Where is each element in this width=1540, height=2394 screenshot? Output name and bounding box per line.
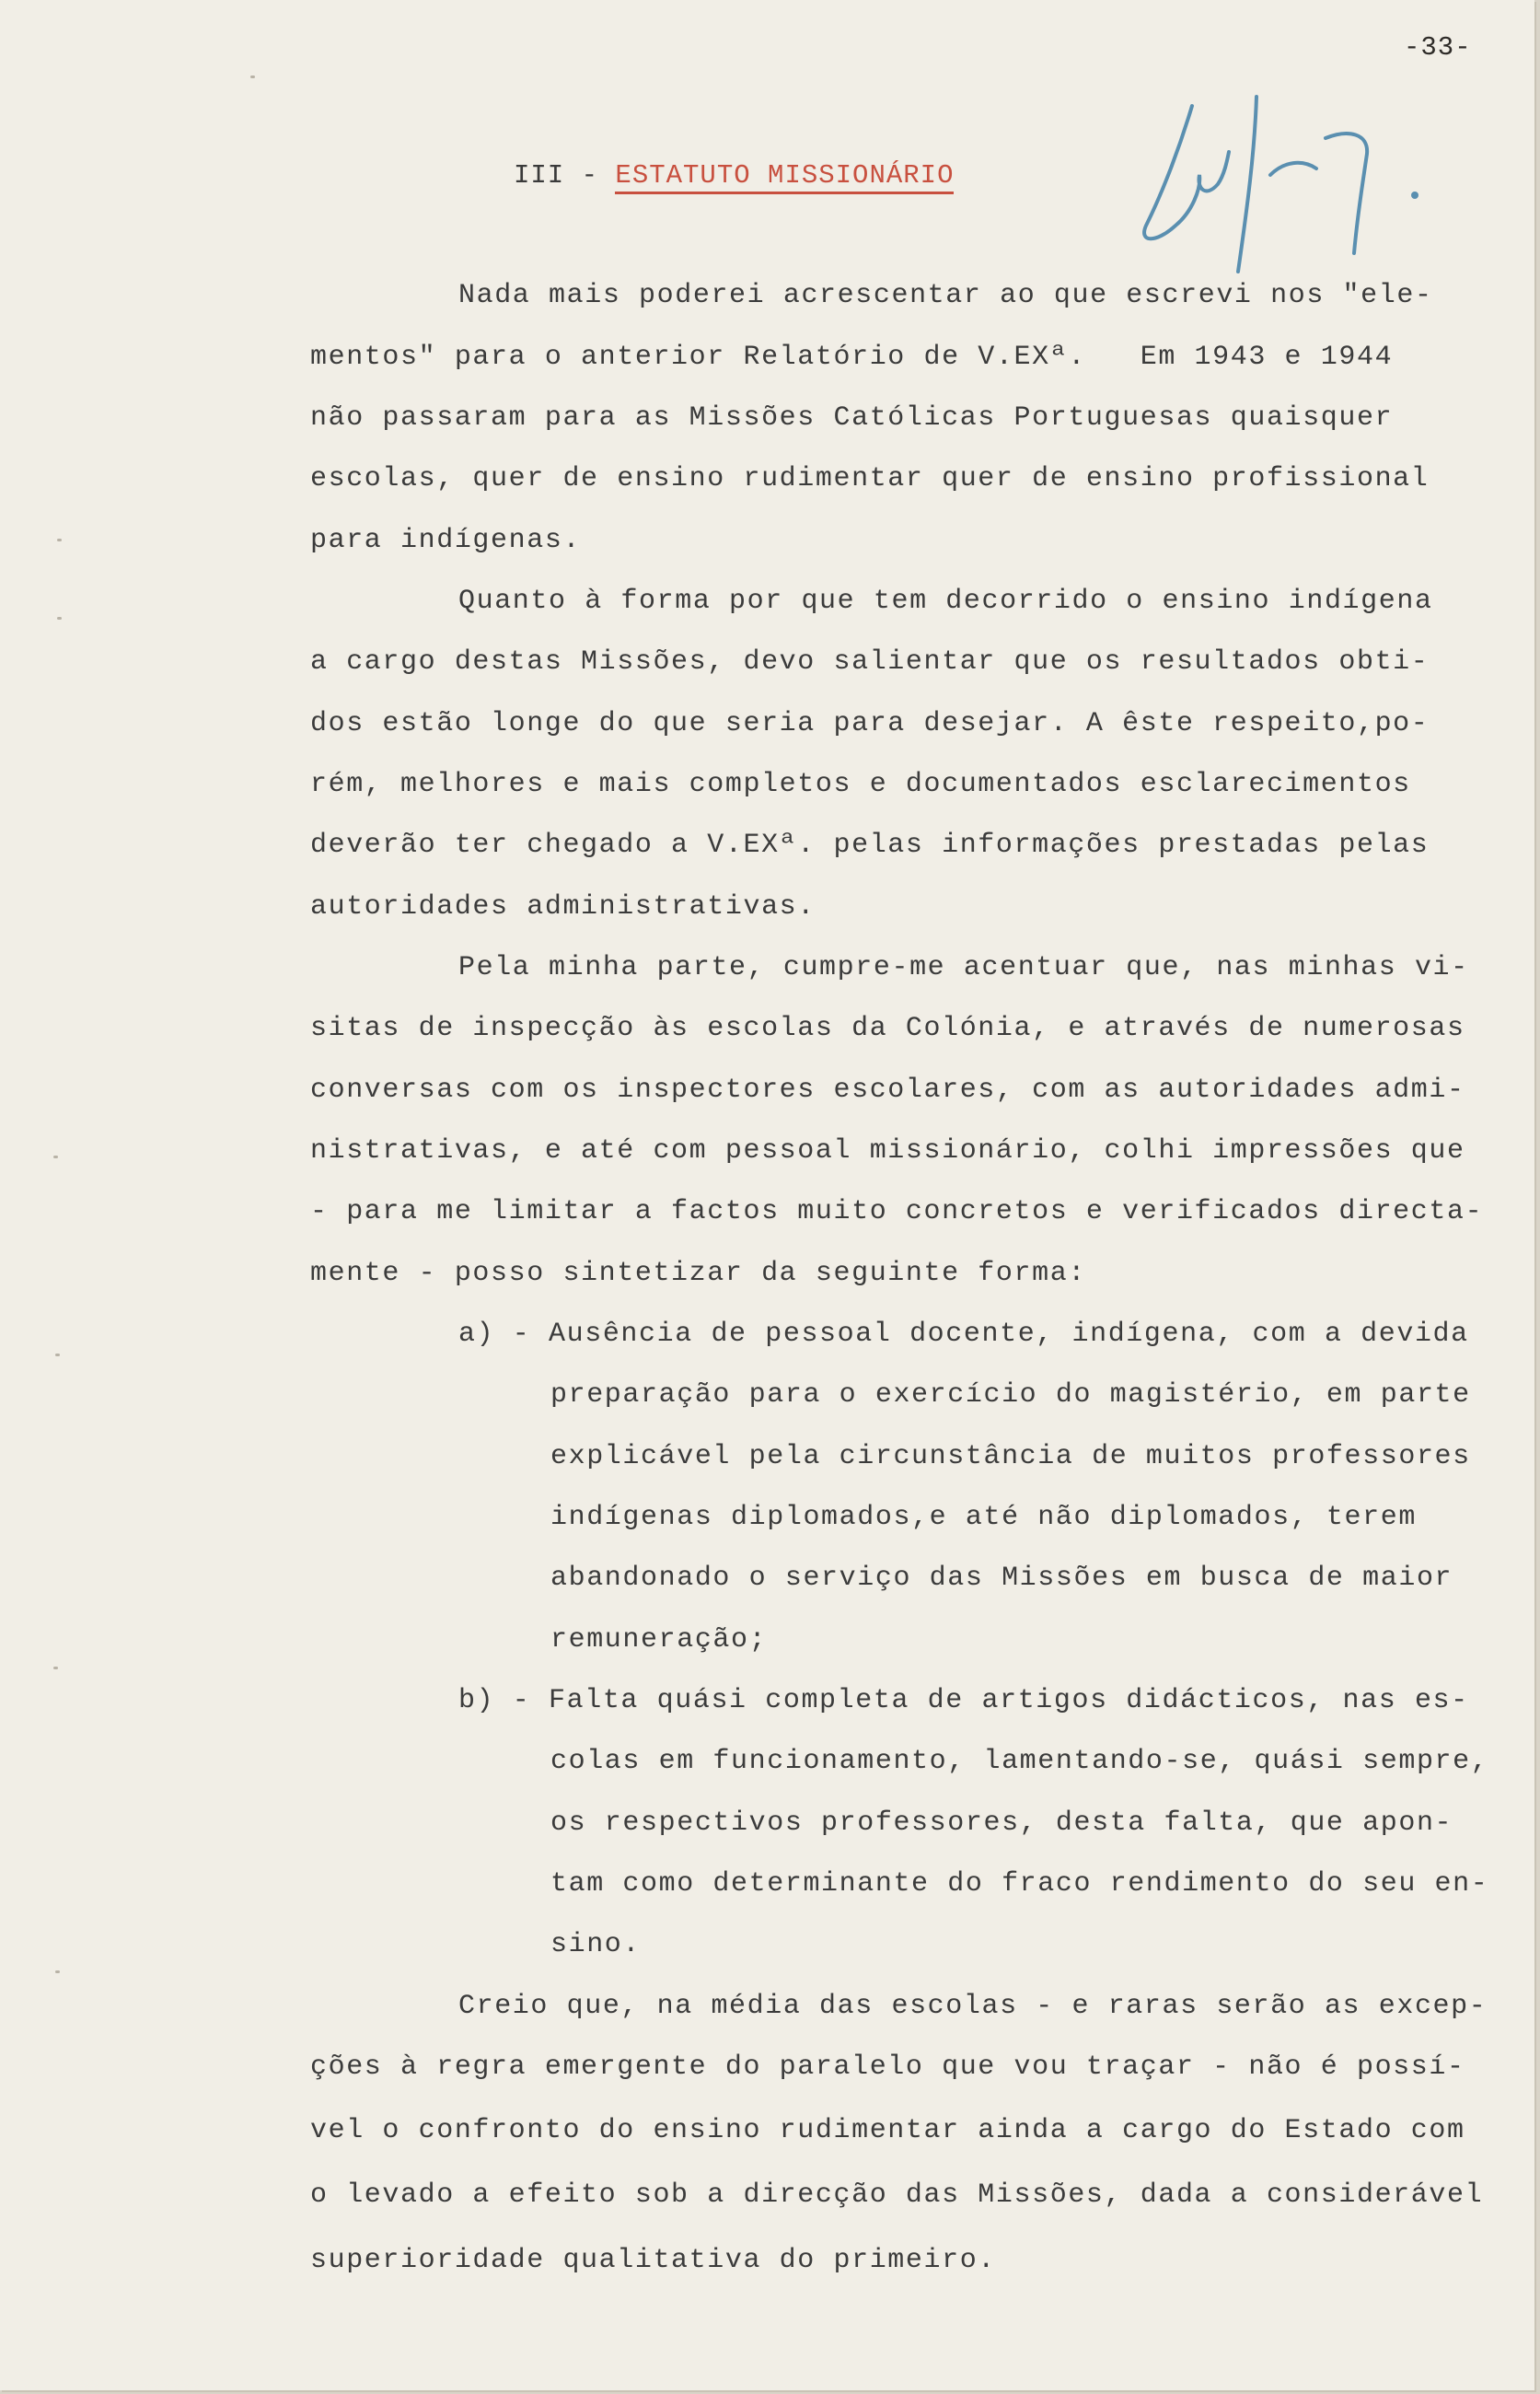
paper-speck — [55, 1354, 60, 1356]
section-title: ESTATUTO MISSIONÁRIO — [615, 160, 954, 194]
text-line: remuneração; — [550, 1624, 768, 1656]
text-line: sino. — [550, 1929, 642, 1960]
text-line: rém, melhores e mais completos e documentados esclarecimentos — [310, 769, 1411, 800]
section-heading — [514, 160, 954, 191]
text-line: Pela minha parte, cumpre-me acentuar que, nas minhas vi- — [458, 952, 1469, 983]
text-line: - para me limitar a factos muito concretos e verificados directa- — [310, 1196, 1484, 1227]
list-item-b: b) - Falta quási completa de artigos didácticos, nas es- — [458, 1685, 1469, 1716]
text-line: abandonado o serviço das Missões em busca de maior — [550, 1563, 1453, 1594]
text-line: autoridades administrativas. — [310, 891, 816, 923]
text-line: não passaram para as Missões Católicas Portuguesas quaisquer — [310, 402, 1394, 434]
text-line: Quanto à forma por que tem decorrido o ensino indígena — [458, 586, 1433, 617]
text-line: colas em funcionamento, lamentando-se, quási sempre, — [550, 1746, 1489, 1777]
section-number: III - — [514, 160, 616, 191]
paper-speck — [250, 76, 255, 78]
text-line: Nada mais poderei acrescentar ao que escrevi nos "ele- — [458, 280, 1433, 311]
text-line: o levado a efeito sob a direcção das Missões, dada a considerável — [310, 2179, 1484, 2211]
text-line: deverão ter chegado a V.EXª. pelas informações prestadas pelas — [310, 830, 1430, 861]
text-line: tam como determinante do fraco rendimento do seu en- — [550, 1868, 1489, 1900]
text-line: nistrativas, e até com pessoal missionário, colhi impressões que — [310, 1135, 1465, 1167]
text-line: vel o confronto do ensino rudimentar ainda a cargo do Estado com — [310, 2115, 1465, 2146]
page-number: -33- — [1404, 32, 1472, 63]
text-line: explicável pela circunstância de muitos professores — [550, 1441, 1471, 1472]
paper-speck — [53, 1667, 58, 1669]
paper-speck — [55, 1970, 60, 1973]
text-line: mente - posso sintetizar da seguinte forma: — [310, 1258, 1086, 1289]
text-line: para indígenas. — [310, 525, 582, 556]
text-line: escolas, quer de ensino rudimentar quer de ensino profissional — [310, 463, 1430, 494]
paper-speck — [57, 617, 62, 620]
text-line: os respectivos professores, desta falta, que apon- — [550, 1807, 1453, 1839]
text-line: conversas com os inspectores escolares, com as autoridades admi- — [310, 1075, 1465, 1106]
text-line: mentos" para o anterior Relatório de V.EXª. Em 1943 e 1944 — [310, 342, 1394, 373]
text-line: sitas de inspecção às escolas da Colónia, e através de numerosas — [310, 1013, 1465, 1044]
paper-speck — [53, 1156, 58, 1158]
text-line: Creio que, na média das escolas - e raras serão as excep- — [458, 1991, 1488, 2022]
handwritten-signature — [1128, 87, 1441, 299]
text-line: preparação para o exercício do magistério, em parte — [550, 1379, 1471, 1411]
text-line: ções à regra emergente do paralelo que vou traçar - não é possí- — [310, 2051, 1465, 2083]
text-line: indígenas diplomados,e até não diplomados, terem — [550, 1502, 1417, 1533]
text-line: a cargo destas Missões, devo salientar que os resultados obti- — [310, 646, 1430, 678]
paper-speck — [57, 539, 62, 541]
text-line: dos estão longe do que seria para desejar. A êste respeito,po- — [310, 708, 1430, 739]
text-line: superioridade qualitativa do primeiro. — [310, 2245, 996, 2276]
list-item-a: a) - Ausência de pessoal docente, indígena, com a devida — [458, 1319, 1469, 1350]
